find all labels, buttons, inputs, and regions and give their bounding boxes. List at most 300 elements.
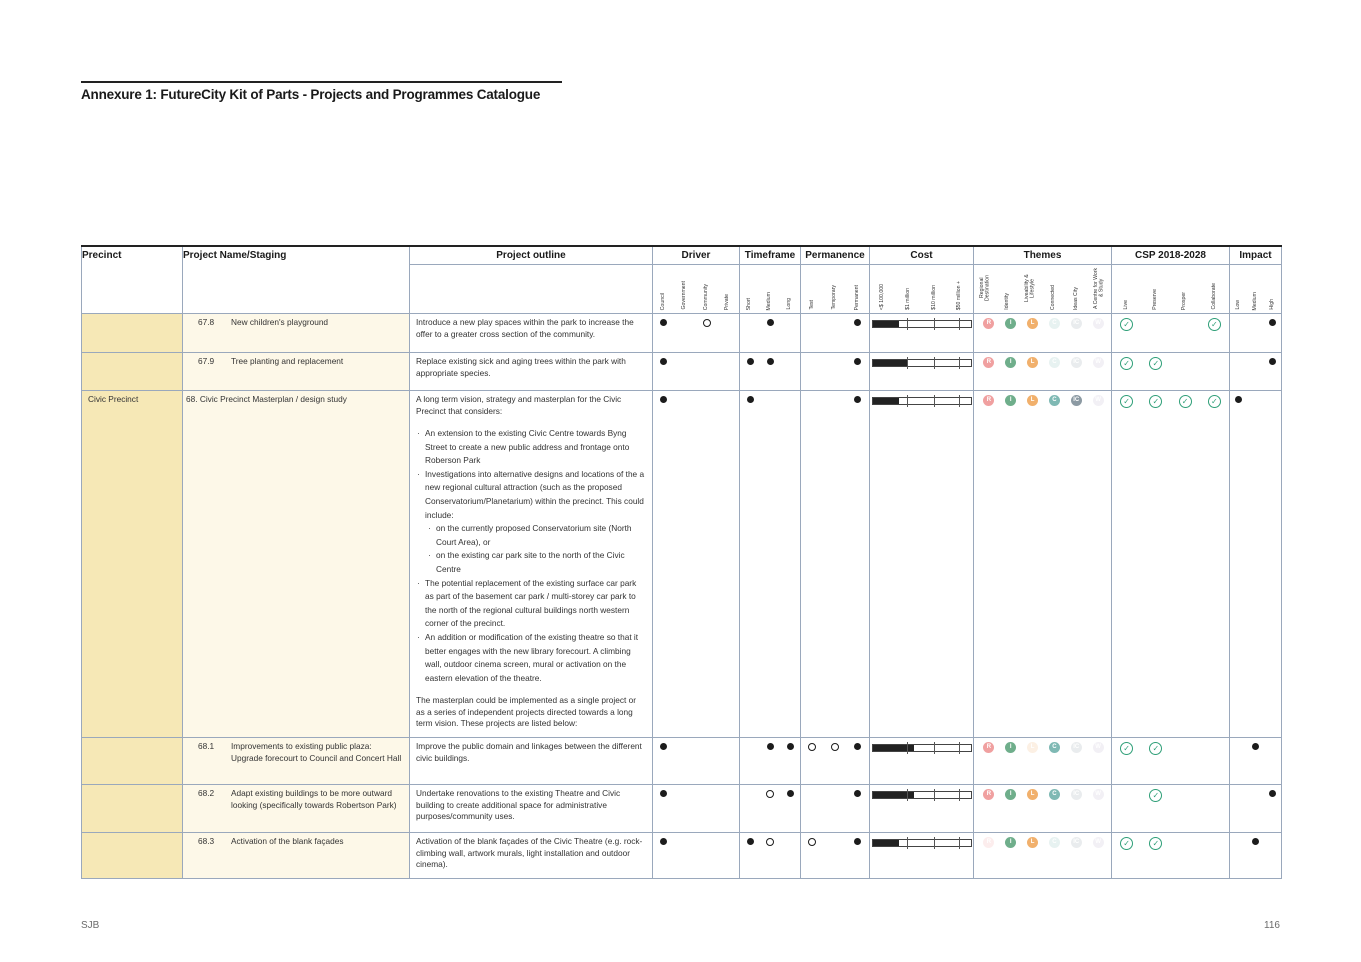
empty-mark [808, 790, 816, 798]
cost-bar-tick [959, 837, 960, 849]
empty-mark [1181, 742, 1189, 750]
theme-badge-l: L [1027, 742, 1038, 753]
impact-marks [1230, 391, 1281, 404]
cell-driver [653, 353, 740, 391]
theme-badge-i: I [1005, 837, 1016, 848]
filled-dot-icon [787, 790, 794, 797]
empty-mark [681, 358, 689, 366]
cell-impact [1230, 738, 1282, 785]
outline-bullet-text: An extension to the existing Civic Centre towards Byng Street to create a new public address and frontage onto Roberson Park [425, 428, 630, 466]
project-name: 68. Civic Precinct Masterplan / design study [186, 394, 347, 404]
cost-bar [872, 320, 972, 328]
timeframe-marks [740, 785, 800, 798]
theme-badge-i: I [1005, 395, 1016, 406]
filled-dot-icon [767, 319, 774, 326]
outline-sub-bullet: · on the currently proposed Conservatorium site (North Court Area), or [425, 522, 646, 549]
subheader-cost-label: $50 million + [956, 280, 963, 310]
cell-impact [1230, 833, 1282, 879]
cell-themes [974, 738, 1112, 785]
empty-mark [724, 790, 732, 798]
project-outline-text: Undertake renovations to the existing Theatre and Civic building to create additional space for administrative purposes/community uses. [416, 788, 621, 821]
empty-mark [1235, 319, 1243, 327]
empty-mark [808, 319, 816, 327]
theme-badge-c: C [1049, 318, 1060, 329]
cell-project-outline [410, 314, 653, 353]
cell-csp [1112, 391, 1230, 738]
empty-mark [703, 358, 711, 366]
filled-dot-icon [1235, 396, 1242, 403]
cell-cost [870, 314, 974, 353]
project-entry [183, 785, 409, 814]
theme-badge-r: R [983, 837, 994, 848]
empty-mark [766, 396, 774, 404]
cell-precinct [82, 391, 183, 738]
table-row [82, 833, 1282, 879]
cost-bar-tick [907, 837, 908, 849]
empty-mark [746, 319, 754, 327]
theme-badge-ic: IC [1071, 395, 1082, 406]
project-number: 68.3 [198, 836, 215, 846]
filled-dot-icon [854, 396, 861, 403]
theme-badge-l: L [1027, 357, 1038, 368]
table-row [82, 738, 1282, 785]
header-permanence: Permanence [801, 246, 870, 265]
check-circle-icon: ✓ [1120, 837, 1133, 850]
cost-bar-tick [959, 742, 960, 754]
subheader-permanence-label: Test [808, 300, 815, 310]
filled-dot-icon [747, 838, 754, 845]
cell-driver [653, 314, 740, 353]
theme-badges [974, 353, 1111, 368]
cost-bar-tick [934, 742, 935, 754]
empty-mark [681, 743, 689, 751]
driver-marks [653, 353, 739, 366]
cell-project-outline [410, 391, 653, 738]
csp-marks [1112, 353, 1229, 370]
impact-marks [1230, 314, 1281, 327]
cell-themes [974, 353, 1112, 391]
empty-mark [1152, 318, 1160, 326]
cell-project-name [183, 391, 410, 738]
empty-mark [831, 396, 839, 404]
header-csp: CSP 2018-2028 [1112, 246, 1230, 265]
subheader-permanence-label: Temporary [831, 285, 838, 310]
header-project-outline: Project outline [410, 246, 653, 265]
empty-mark [1210, 357, 1218, 365]
cost-bar-tick [959, 395, 960, 407]
subheader-themes-label: Regional Destination [978, 275, 991, 301]
theme-badges [974, 391, 1111, 406]
theme-badge-w: W [1093, 742, 1104, 753]
subheader-driver-label: Private [724, 293, 731, 310]
empty-mark [808, 396, 816, 404]
csp-marks [1112, 391, 1229, 408]
table-row [82, 353, 1282, 391]
empty-mark [1235, 743, 1243, 751]
empty-mark [1123, 789, 1131, 797]
subheader-themes-label: Ideas City [1072, 286, 1079, 310]
cell-themes [974, 833, 1112, 879]
cost-bar-tick [907, 357, 908, 369]
filled-dot-icon [767, 358, 774, 365]
cell-cost [870, 353, 974, 391]
theme-badge-ic: IC [1071, 357, 1082, 368]
timeframe-marks [740, 353, 800, 366]
project-name: Improvements to existing public plaza: Upgrade forecourt to Council and Concert Hall [231, 741, 402, 763]
cell-precinct [82, 738, 183, 785]
subheader-themes [974, 265, 1112, 314]
filled-dot-icon [660, 396, 667, 403]
cost-bar [872, 359, 972, 367]
theme-badge-c: C [1049, 742, 1060, 753]
cell-project-outline [410, 785, 653, 833]
outline-bullet [416, 631, 646, 685]
outline-bullet-text: Investigations into alternative designs and locations of the a new regional cultural attraction (such as the proposed Conservatorium/Planetarium) within the precinct. This could include: [425, 468, 645, 520]
cell-csp [1112, 785, 1230, 833]
empty-mark [786, 396, 794, 404]
cost-bar-tick [959, 789, 960, 801]
theme-badge-l: L [1027, 395, 1038, 406]
cell-driver [653, 391, 740, 738]
theme-badge-r: R [983, 357, 994, 368]
outline-bullet [416, 427, 646, 468]
theme-badge-w: W [1093, 318, 1104, 329]
cost-bar-tick [907, 742, 908, 754]
filled-dot-icon [660, 358, 667, 365]
cell-cost [870, 391, 974, 738]
cell-project-name [183, 833, 410, 879]
empty-mark [1210, 742, 1218, 750]
project-number: 68.2 [198, 788, 215, 798]
empty-mark [786, 358, 794, 366]
cell-impact [1230, 314, 1282, 353]
theme-badge-i: I [1005, 357, 1016, 368]
impact-marks [1230, 833, 1281, 846]
theme-badge-l: L [1027, 318, 1038, 329]
subheader-impact-label: Medium [1251, 291, 1258, 310]
cell-csp [1112, 738, 1230, 785]
open-circle-icon [766, 838, 774, 846]
subheader-cost [870, 265, 974, 314]
check-circle-icon: ✓ [1149, 789, 1162, 802]
empty-mark [703, 790, 711, 798]
filled-dot-icon [660, 743, 667, 750]
cost-bar-tick [959, 318, 960, 330]
timeframe-marks [740, 833, 800, 846]
cell-precinct [82, 353, 183, 391]
empty-mark [786, 319, 794, 327]
outline-bullet [416, 577, 646, 631]
cost-bar-tick [934, 837, 935, 849]
check-circle-icon: ✓ [1208, 318, 1221, 331]
empty-mark [703, 743, 711, 751]
outline-bullet [416, 468, 646, 577]
impact-marks [1230, 738, 1281, 751]
empty-mark [1210, 837, 1218, 845]
driver-marks [653, 785, 739, 798]
subheader-themes-label: A Centre for Work & Study [1092, 267, 1105, 309]
header-timeframe: Timeframe [740, 246, 801, 265]
empty-mark [1235, 838, 1243, 846]
header-themes: Themes [974, 246, 1112, 265]
empty-mark [831, 358, 839, 366]
project-number: 67.9 [198, 356, 215, 366]
subheader-impact [1230, 265, 1282, 314]
permanence-marks [801, 391, 869, 404]
page-title: Annexure 1: FutureCity Kit of Parts - Projects and Programmes Catalogue [81, 81, 562, 102]
theme-badge-c: C [1049, 837, 1060, 848]
filled-dot-icon [854, 358, 861, 365]
filled-dot-icon [660, 790, 667, 797]
subheader-cost-label: $1 million [904, 288, 911, 310]
outline-bullet-text: An addition or modification of the existing theatre so that it better engages with the new library forecourt. A climbing wall, outdoor cinema screen, mural or activation on the eastern elevation of the theatre. [425, 631, 639, 683]
project-outline-text: Replace existing sick and aging trees within the park with appropriate species. [416, 356, 626, 378]
check-circle-icon: ✓ [1120, 742, 1133, 755]
empty-mark [681, 790, 689, 798]
filled-dot-icon [767, 743, 774, 750]
empty-mark [1235, 790, 1243, 798]
subheader-csp [1112, 265, 1230, 314]
cell-driver [653, 785, 740, 833]
empty-mark [681, 838, 689, 846]
filled-dot-icon [660, 838, 667, 845]
outline-bullet-list [416, 427, 646, 685]
check-circle-icon: ✓ [1149, 395, 1162, 408]
subheader-timeframe-label: Long [786, 298, 793, 310]
theme-badge-w: W [1093, 395, 1104, 406]
header-impact: Impact [1230, 246, 1282, 265]
subheader-csp-label: Preserve [1152, 289, 1159, 310]
subheader-themes-label: Connected [1050, 284, 1057, 310]
empty-mark [681, 396, 689, 404]
theme-badge-w: W [1093, 837, 1104, 848]
open-circle-icon [831, 743, 839, 751]
cell-csp [1112, 314, 1230, 353]
project-entry [183, 738, 409, 767]
empty-mark [724, 358, 732, 366]
theme-badge-r: R [983, 742, 994, 753]
cell-project-outline [410, 353, 653, 391]
subheader-csp-label: Prosper [1181, 291, 1188, 310]
cell-project-outline [410, 738, 653, 785]
cell-themes [974, 314, 1112, 353]
empty-mark [724, 743, 732, 751]
subheader-timeframe-label: Medium [766, 291, 773, 310]
filled-dot-icon [1269, 358, 1276, 365]
check-circle-icon: ✓ [1179, 395, 1192, 408]
cell-driver [653, 833, 740, 879]
outline-closing-text: The masterplan could be implemented as a single project or as a series of independent projects directed towards a long term vision. These projects are listed below: [416, 695, 636, 729]
cell-permanence [801, 785, 870, 833]
project-outline-text: Activation of the blank façades of the Civic Theatre (e.g. rock-climbing wall, artwork murals, light installation and outdoor cinema). [416, 836, 643, 869]
cell-permanence [801, 391, 870, 738]
filled-dot-icon [1252, 743, 1259, 750]
subheader-themes-label: Liveability & Lifestyle [1024, 274, 1037, 302]
theme-badges [974, 833, 1111, 848]
project-entry [183, 833, 409, 851]
subheader-impact-label: Low [1234, 300, 1241, 310]
header-precinct: Precinct [82, 246, 183, 314]
theme-badges [974, 314, 1111, 329]
check-circle-icon: ✓ [1208, 395, 1221, 408]
empty-mark [1181, 837, 1189, 845]
empty-mark [681, 319, 689, 327]
check-circle-icon: ✓ [1120, 395, 1133, 408]
cost-bar-tick [934, 395, 935, 407]
open-circle-icon [808, 743, 816, 751]
filled-dot-icon [1252, 838, 1259, 845]
timeframe-marks [740, 314, 800, 327]
permanence-marks [801, 738, 869, 751]
cost-bar-tick [907, 318, 908, 330]
subheader-csp-label: Live [1122, 300, 1129, 310]
empty-mark [746, 743, 754, 751]
cell-permanence [801, 833, 870, 879]
theme-badges [974, 785, 1111, 800]
cost-bar-fill [873, 360, 907, 366]
check-circle-icon: ✓ [1149, 837, 1162, 850]
cost-bar-tick [959, 357, 960, 369]
cell-driver [653, 738, 740, 785]
open-circle-icon [766, 790, 774, 798]
cell-project-name [183, 353, 410, 391]
cell-timeframe [740, 391, 801, 738]
empty-mark [1252, 790, 1260, 798]
empty-mark [1252, 396, 1260, 404]
theme-badge-i: I [1005, 789, 1016, 800]
cell-themes [974, 785, 1112, 833]
empty-mark [1269, 743, 1277, 751]
permanence-marks [801, 833, 869, 846]
check-circle-icon: ✓ [1149, 357, 1162, 370]
theme-badge-l: L [1027, 837, 1038, 848]
empty-mark [1181, 357, 1189, 365]
empty-mark [1252, 319, 1260, 327]
cell-permanence [801, 314, 870, 353]
csp-marks [1112, 738, 1229, 755]
empty-mark [746, 790, 754, 798]
empty-mark [1252, 358, 1260, 366]
empty-mark [831, 790, 839, 798]
empty-mark [703, 838, 711, 846]
precinct-label: Civic Precinct [88, 394, 139, 404]
header-driver: Driver [653, 246, 740, 265]
empty-mark [1181, 789, 1189, 797]
driver-marks [653, 314, 739, 327]
cell-timeframe [740, 833, 801, 879]
theme-badge-ic: IC [1071, 789, 1082, 800]
subheader-permanence [801, 265, 870, 314]
table-row [82, 314, 1282, 353]
project-outline-text: Improve the public domain and linkages between the different civic buildings. [416, 741, 642, 763]
subheader-cost-label: $10 million [930, 285, 937, 310]
empty-mark [1181, 318, 1189, 326]
filled-dot-icon [787, 743, 794, 750]
project-name: Activation of the blank façades [231, 836, 344, 846]
subheader-csp-label: Collaborate [1210, 283, 1217, 310]
timeframe-marks [740, 391, 800, 404]
theme-badge-i: I [1005, 318, 1016, 329]
filled-dot-icon [854, 838, 861, 845]
subheader-driver-label: Community [702, 283, 709, 310]
cost-bar [872, 839, 972, 847]
empty-mark [831, 838, 839, 846]
cell-impact [1230, 391, 1282, 738]
subheader-outline [410, 265, 653, 314]
cell-timeframe [740, 353, 801, 391]
table-body [82, 314, 1282, 879]
open-circle-icon [703, 319, 711, 327]
theme-badge-ic: IC [1071, 837, 1082, 848]
cell-timeframe [740, 785, 801, 833]
outline-bullet-text: The potential replacement of the existing surface car park as part of the basement car park / multi-storey car park to the north of the regional cultural buildings north western corner of the precinct. [425, 577, 637, 629]
empty-mark [831, 319, 839, 327]
driver-marks [653, 833, 739, 846]
project-outline-text: A long term vision, strategy and masterplan for the Civic Precinct that considers: [416, 394, 622, 416]
cell-impact [1230, 785, 1282, 833]
table-row [82, 785, 1282, 833]
project-name: Adapt existing buildings to be more outward looking (specifically towards Robertson Park) [231, 788, 397, 810]
timeframe-marks [740, 738, 800, 751]
cell-project-name [183, 314, 410, 353]
project-outline-text: Introduce a new play spaces within the park to increase the offer to a greater cross section of the community. [416, 317, 634, 339]
empty-mark [1235, 358, 1243, 366]
empty-mark [1269, 396, 1277, 404]
cell-cost [870, 833, 974, 879]
empty-mark [724, 838, 732, 846]
empty-mark [724, 319, 732, 327]
cost-bar-fill [873, 840, 899, 846]
filled-dot-icon [854, 743, 861, 750]
filled-dot-icon [1269, 790, 1276, 797]
filled-dot-icon [747, 396, 754, 403]
theme-badge-r: R [983, 789, 994, 800]
footer-company: SJB [81, 920, 100, 931]
theme-badge-i: I [1005, 742, 1016, 753]
theme-badge-r: R [983, 318, 994, 329]
subheader-themes-label: Identity [1004, 293, 1011, 310]
cost-bar-tick [907, 789, 908, 801]
permanence-marks [801, 785, 869, 798]
filled-dot-icon [854, 319, 861, 326]
project-name: Tree planting and replacement [231, 356, 344, 366]
theme-badge-c: C [1049, 357, 1060, 368]
theme-badge-l: L [1027, 789, 1038, 800]
csp-marks [1112, 785, 1229, 802]
empty-mark [703, 396, 711, 404]
theme-badge-ic: IC [1071, 318, 1082, 329]
cell-timeframe [740, 314, 801, 353]
empty-mark [1269, 838, 1277, 846]
theme-badge-w: W [1093, 789, 1104, 800]
catalogue-table [81, 245, 1282, 879]
subheader-timeframe [740, 265, 801, 314]
empty-mark [724, 396, 732, 404]
cost-bar-tick [934, 318, 935, 330]
cell-timeframe [740, 738, 801, 785]
open-circle-icon [808, 838, 816, 846]
cost-bar-tick [907, 395, 908, 407]
project-number: 67.8 [198, 317, 215, 327]
header-project-name: Project Name/Staging [183, 246, 410, 314]
project-number: 68.1 [198, 741, 215, 751]
header-cost: Cost [870, 246, 974, 265]
table-row [82, 391, 1282, 738]
cell-cost [870, 738, 974, 785]
project-entry [183, 314, 409, 332]
cell-csp [1112, 353, 1230, 391]
filled-dot-icon [854, 790, 861, 797]
